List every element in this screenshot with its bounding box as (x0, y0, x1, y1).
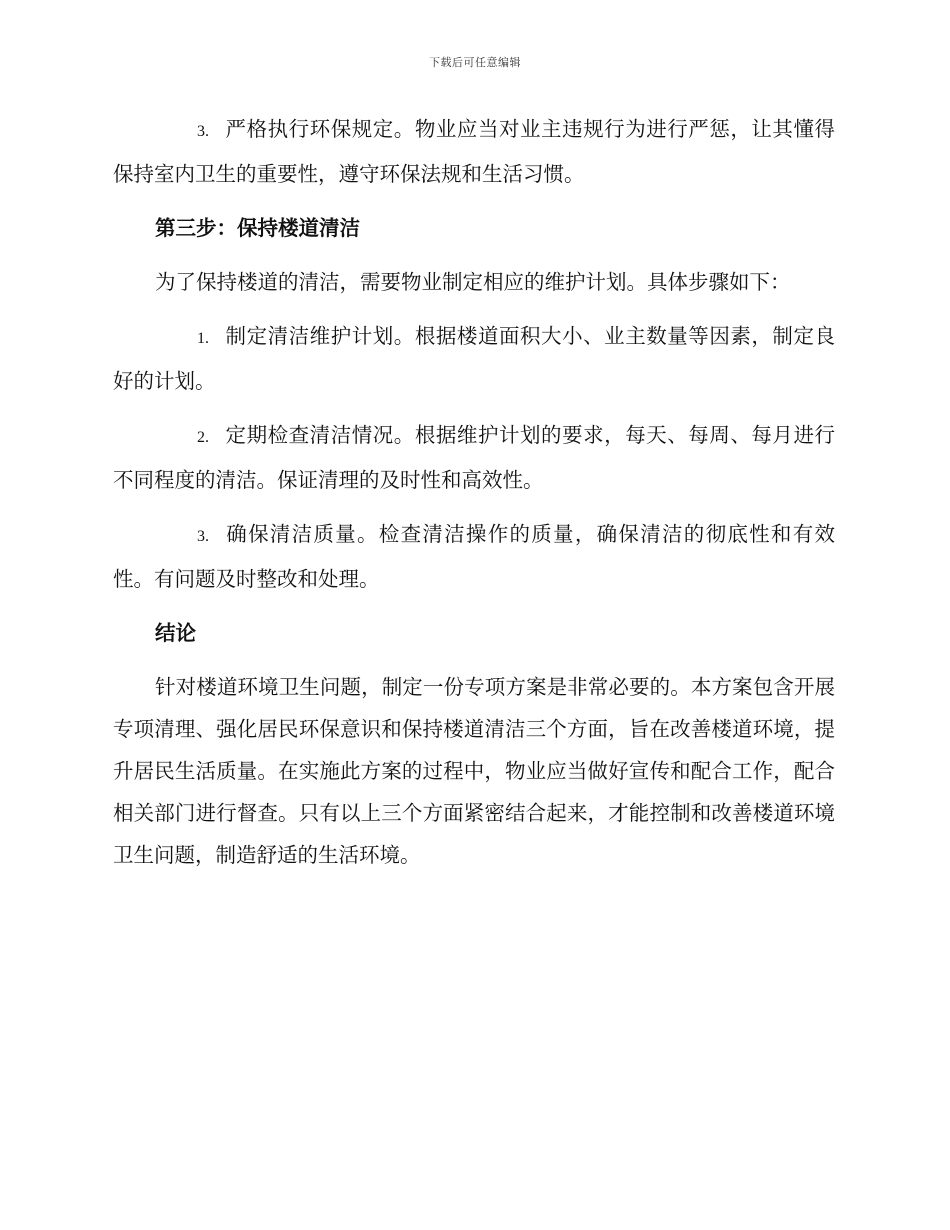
list-item (113, 513, 835, 600)
list-item (113, 414, 835, 501)
conclusion-paragraph: 针对楼道环境卫生问题，制定一份专项方案是非常必要的。本方案包含开展专项清理、强化居民环保意识和保持楼道清洁三个方面，旨在改善楼道环境，提升居民生活质量。在实施此方案的过程中，物业应当做好宣传和配合工作，配合相关部门进行督查。只有以上三个方面紧密结合起来，才能控制和改善楼道环境卫生问题，制造舒适的生活环境。 (113, 675, 835, 867)
section-heading-step3: 第三步：保持楼道清洁 (155, 216, 360, 240)
page-header: 下载后可任意编辑 (429, 56, 521, 69)
list-item-number: 2. (197, 429, 209, 446)
list-item-number: 3. (197, 123, 209, 140)
section-heading-conclusion: 结论 (155, 621, 196, 645)
list-item (113, 315, 835, 402)
list-item-text: 定期检查清洁情况。根据维护计划的要求，每天、每周、每月进行不同程度的清洁。保证清理的及时性和高效性。 (113, 423, 835, 492)
list-item-text: 制定清洁维护计划。根据楼道面积大小、业主数量等因素，制定良好的计划。 (113, 324, 835, 393)
list-item-number: 1. (197, 330, 209, 347)
step3-intro: 为了保持楼道的清洁，需要物业制定相应的维护计划。具体步骤如下： (155, 270, 791, 294)
list-item-number: 3. (197, 528, 209, 545)
list-item-text: 严格执行环保规定。物业应当对业主违规行为进行严惩，让其懂得保持室内卫生的重要性，遵守环保法规和生活习惯。 (113, 117, 835, 186)
document-body (113, 108, 835, 888)
list-item-text: 确保清洁质量。检查清洁操作的质量，确保清洁的彻底性和有效性。有问题及时整改和处理。 (113, 522, 835, 591)
list-item (113, 108, 835, 195)
